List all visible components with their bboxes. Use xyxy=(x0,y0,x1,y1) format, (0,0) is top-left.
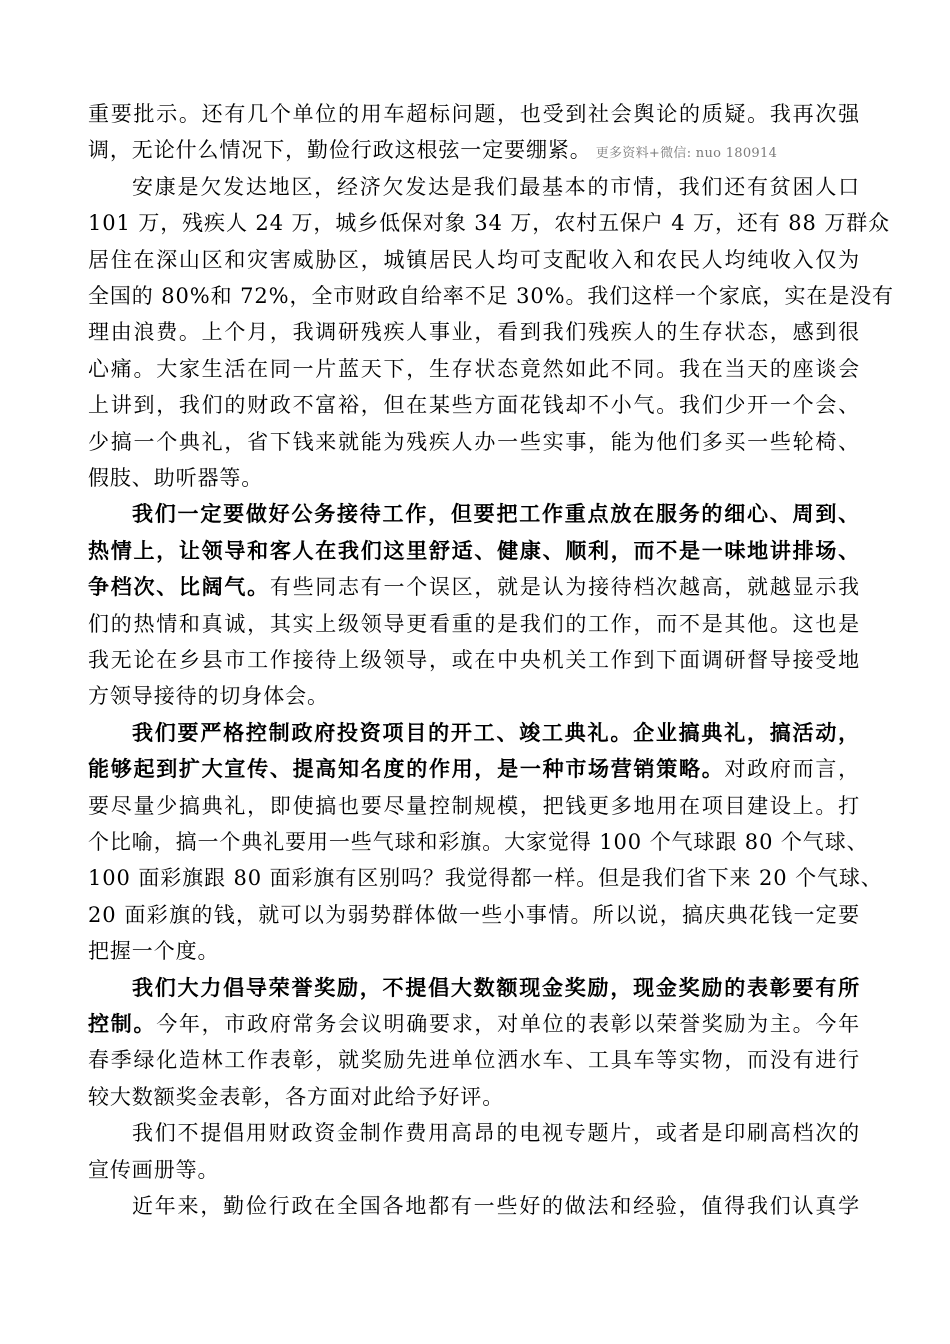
text-line xyxy=(88,569,860,605)
text-line xyxy=(88,860,883,896)
body-text: 个比喻，搞一个典礼要用一些气球和彩旗。大家觉得 100 个气球跟 80 个气球、 xyxy=(88,830,869,854)
text-line xyxy=(88,642,860,678)
text-line xyxy=(88,242,860,278)
body-text: 我无论在乡县市工作接待上级领导，或在中央机关工作到下面调研督导接受地 xyxy=(88,648,860,672)
body-text: 上讲到，我们的财政不富裕，但在某些方面花钱却不小气。我们少开一个会、 xyxy=(88,393,860,417)
bold-lead-text: 争档次、比阔气。 xyxy=(88,574,270,599)
text-line xyxy=(88,460,263,496)
bold-lead-text: 能够起到扩大宣传、提高知名度的作用，是一种市场营销策略。 xyxy=(88,756,725,781)
bold-lead-text: 控制。 xyxy=(88,1011,157,1036)
body-text: 100 面彩旗跟 80 面彩旗有区别吗？我觉得都一样。但是我们省下来 20 个气球、 xyxy=(88,866,883,890)
text-line xyxy=(88,1006,860,1042)
text-line xyxy=(88,678,329,714)
body-text: 今年，市政府常务会议明确要求，对单位的表彰以荣誉奖励为主。今年 xyxy=(156,1012,861,1036)
text-line xyxy=(88,1115,860,1151)
body-text: 101 万，残疾人 24 万，城乡低保对象 34 万，农村五保户 4 万，还有 88 万群众 xyxy=(88,211,891,235)
body-text: 有些同志有一个误区，就是认为接待档次越高，就越显示我 xyxy=(269,575,860,599)
text-line xyxy=(88,606,860,642)
bold-lead-text: 我们一定要做好公务接待工作，但要把工作重点放在服务的细心、周到、 xyxy=(132,501,860,526)
bold-lead-text: 我们要严格控制政府投资项目的开工、竣工典礼。企业搞典礼，搞活动， xyxy=(132,720,860,745)
text-line xyxy=(88,751,860,787)
body-text: 近年来，勤俭行政在全国各地都有一些好的做法和经验，值得我们认真学 xyxy=(132,1194,860,1218)
text-line xyxy=(88,387,860,423)
text-line xyxy=(88,314,860,350)
text-line xyxy=(88,533,860,569)
text-line xyxy=(88,824,869,860)
text-line xyxy=(88,1152,219,1188)
body-text: 把握一个度。 xyxy=(88,939,220,963)
body-text: 对政府而言， xyxy=(724,757,861,781)
text-line xyxy=(88,205,891,241)
body-text: 假肢、助听器等。 xyxy=(88,466,264,490)
body-text: 理由浪费。上个月，我调研残疾人事业，看到我们残疾人的生存状态，感到很 xyxy=(88,320,860,344)
text-line xyxy=(88,715,860,751)
text-line xyxy=(88,970,860,1006)
body-text: 们的热情和真诚，其实上级领导更看重的是我们的工作，而不是其他。这也是 xyxy=(88,612,860,636)
body-text: 春季绿化造林工作表彰，就奖励先进单位洒水车、工具车等实物，而没有进行 xyxy=(88,1048,860,1072)
text-line xyxy=(88,1042,860,1078)
text-line xyxy=(88,897,860,933)
body-text: 我们不提倡用财政资金制作费用高昂的电视专题片，或者是印刷高档次的 xyxy=(132,1121,860,1145)
body-text: 较大数额奖金表彰，各方面对此给予好评。 xyxy=(88,1085,505,1109)
body-text: 重要批示。还有几个单位的用车超标问题，也受到社会舆论的质疑。我再次强 xyxy=(88,102,860,126)
text-line xyxy=(88,424,860,460)
body-text: 少搞一个典礼，省下钱来就能为残疾人办一些实事，能为他们多买一些轮椅、 xyxy=(88,430,860,454)
body-text: 要尽量少搞典礼，即使搞也要尽量控制规模，把钱更多地用在项目建设上。打 xyxy=(88,794,860,818)
text-line xyxy=(88,496,860,532)
text-line xyxy=(88,1188,860,1224)
text-line xyxy=(88,351,860,387)
watermark-text: 更多资料+微信: nuo 180914 xyxy=(595,146,778,161)
text-line xyxy=(88,169,860,205)
text-line xyxy=(88,96,860,132)
text-line xyxy=(88,933,219,969)
body-text: 安康是欠发达地区，经济欠发达是我们最基本的市情，我们还有贫困人口 xyxy=(132,175,860,199)
body-text: 调，无论什么情况下，勤俭行政这根弦一定要绷紧。 xyxy=(88,138,592,162)
text-line xyxy=(88,278,894,314)
bold-lead-text: 热情上，让领导和客人在我们这里舒适、健康、顺利，而不是一味地讲排场、 xyxy=(88,538,860,563)
body-text: 宣传画册等。 xyxy=(88,1158,220,1182)
bold-lead-text: 我们大力倡导荣誉奖励，不提倡大数额现金奖励，现金奖励的表彰要有所 xyxy=(132,975,860,1000)
body-text: 方领导接待的切身体会。 xyxy=(88,684,329,708)
text-line xyxy=(88,1079,504,1115)
body-text: 全国的 80%和 72%，全市财政自给率不足 30%。我们这样一个家底，实在是没有 xyxy=(88,284,894,308)
text-line xyxy=(88,132,777,168)
body-text: 心痛。大家生活在同一片蓝天下，生存状态竟然如此不同。我在当天的座谈会 xyxy=(88,357,860,381)
body-text: 居住在深山区和灾害威胁区，城镇居民人均可支配收入和农民人均纯收入仅为 xyxy=(88,248,860,272)
text-line xyxy=(88,788,860,824)
body-text: 20 面彩旗的钱，就可以为弱势群体做一些小事情。所以说，搞庆典花钱一定要 xyxy=(88,903,860,927)
